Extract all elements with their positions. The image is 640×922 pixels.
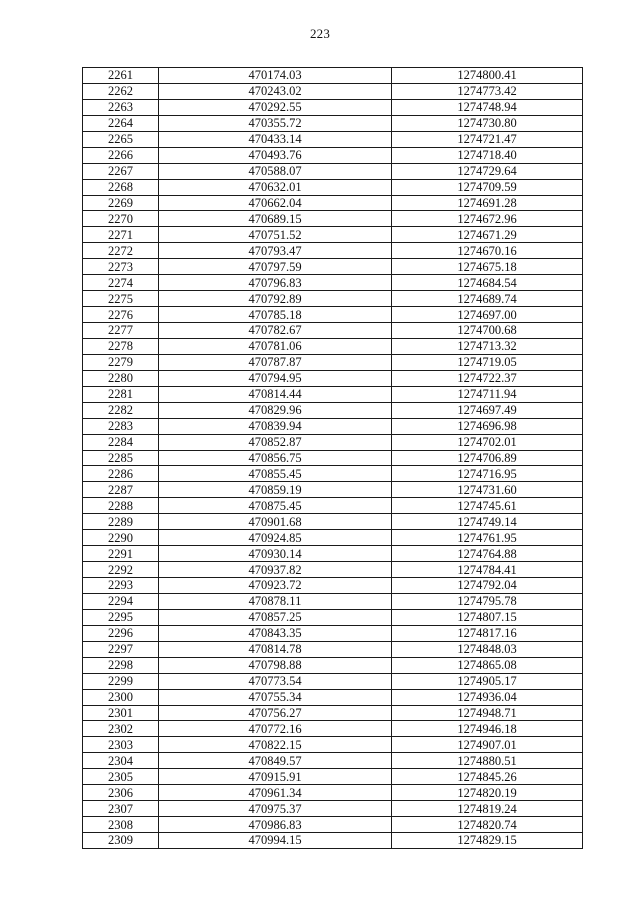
table-row bbox=[83, 721, 583, 737]
x-coordinate-cell: 470782.67 bbox=[159, 323, 392, 339]
table-row bbox=[83, 769, 583, 785]
table-row bbox=[83, 147, 583, 163]
table-row bbox=[83, 195, 583, 211]
point-number-cell: 2303 bbox=[83, 737, 159, 753]
y-coordinate-cell: 1274700.68 bbox=[392, 323, 583, 339]
table-row bbox=[83, 530, 583, 546]
table-row bbox=[83, 338, 583, 354]
coordinate-table bbox=[82, 67, 583, 849]
table-row bbox=[83, 657, 583, 673]
point-number-cell: 2301 bbox=[83, 705, 159, 721]
x-coordinate-cell: 470930.14 bbox=[159, 546, 392, 562]
y-coordinate-cell: 1274905.17 bbox=[392, 673, 583, 689]
table-row bbox=[83, 99, 583, 115]
x-coordinate-cell: 470792.89 bbox=[159, 291, 392, 307]
point-number-cell: 2288 bbox=[83, 498, 159, 514]
table-row bbox=[83, 211, 583, 227]
x-coordinate-cell: 470793.47 bbox=[159, 243, 392, 259]
y-coordinate-cell: 1274784.41 bbox=[392, 562, 583, 578]
point-number-cell: 2307 bbox=[83, 801, 159, 817]
x-coordinate-cell: 470852.87 bbox=[159, 434, 392, 450]
point-number-cell: 2281 bbox=[83, 386, 159, 402]
x-coordinate-cell: 470794.95 bbox=[159, 370, 392, 386]
table-row bbox=[83, 801, 583, 817]
x-coordinate-cell: 470915.91 bbox=[159, 769, 392, 785]
x-coordinate-cell: 470843.35 bbox=[159, 625, 392, 641]
y-coordinate-cell: 1274773.42 bbox=[392, 83, 583, 99]
table-row bbox=[83, 625, 583, 641]
y-coordinate-cell: 1274948.71 bbox=[392, 705, 583, 721]
table-row bbox=[83, 705, 583, 721]
y-coordinate-cell: 1274711.94 bbox=[392, 386, 583, 402]
table-row bbox=[83, 131, 583, 147]
y-coordinate-cell: 1274702.01 bbox=[392, 434, 583, 450]
table-row bbox=[83, 817, 583, 833]
point-number-cell: 2271 bbox=[83, 227, 159, 243]
x-coordinate-cell: 470986.83 bbox=[159, 817, 392, 833]
page-number: 223 bbox=[309, 26, 331, 41]
x-coordinate-cell: 470859.19 bbox=[159, 482, 392, 498]
point-number-cell: 2298 bbox=[83, 657, 159, 673]
table-row bbox=[83, 163, 583, 179]
point-number-cell: 2277 bbox=[83, 323, 159, 339]
y-coordinate-cell: 1274764.88 bbox=[392, 546, 583, 562]
point-number-cell: 2262 bbox=[83, 83, 159, 99]
y-coordinate-cell: 1274697.49 bbox=[392, 402, 583, 418]
y-coordinate-cell: 1274817.16 bbox=[392, 625, 583, 641]
x-coordinate-cell: 470856.75 bbox=[159, 450, 392, 466]
point-number-cell: 2291 bbox=[83, 546, 159, 562]
y-coordinate-cell: 1274730.80 bbox=[392, 115, 583, 131]
x-coordinate-cell: 470814.44 bbox=[159, 386, 392, 402]
table-row bbox=[83, 593, 583, 609]
point-number-cell: 2268 bbox=[83, 179, 159, 195]
point-number-cell: 2276 bbox=[83, 307, 159, 323]
table-row bbox=[83, 68, 583, 84]
y-coordinate-cell: 1274807.15 bbox=[392, 609, 583, 625]
x-coordinate-cell: 470814.78 bbox=[159, 641, 392, 657]
x-coordinate-cell: 470174.03 bbox=[159, 68, 392, 84]
x-coordinate-cell: 470292.55 bbox=[159, 99, 392, 115]
y-coordinate-cell: 1274761.95 bbox=[392, 530, 583, 546]
y-coordinate-cell: 1274672.96 bbox=[392, 211, 583, 227]
coordinate-table-body bbox=[83, 68, 583, 849]
y-coordinate-cell: 1274865.08 bbox=[392, 657, 583, 673]
x-coordinate-cell: 470662.04 bbox=[159, 195, 392, 211]
point-number-cell: 2304 bbox=[83, 753, 159, 769]
y-coordinate-cell: 1274718.40 bbox=[392, 147, 583, 163]
point-number-cell: 2280 bbox=[83, 370, 159, 386]
point-number-cell: 2261 bbox=[83, 68, 159, 84]
x-coordinate-cell: 470756.27 bbox=[159, 705, 392, 721]
point-number-cell: 2265 bbox=[83, 131, 159, 147]
y-coordinate-cell: 1274792.04 bbox=[392, 578, 583, 594]
point-number-cell: 2273 bbox=[83, 259, 159, 275]
x-coordinate-cell: 470588.07 bbox=[159, 163, 392, 179]
point-number-cell: 2292 bbox=[83, 562, 159, 578]
x-coordinate-cell: 470924.85 bbox=[159, 530, 392, 546]
y-coordinate-cell: 1274721.47 bbox=[392, 131, 583, 147]
table-row bbox=[83, 83, 583, 99]
point-number-cell: 2294 bbox=[83, 593, 159, 609]
y-coordinate-cell: 1274706.89 bbox=[392, 450, 583, 466]
point-number-cell: 2275 bbox=[83, 291, 159, 307]
y-coordinate-cell: 1274722.37 bbox=[392, 370, 583, 386]
table-row bbox=[83, 402, 583, 418]
point-number-cell: 2264 bbox=[83, 115, 159, 131]
table-row bbox=[83, 275, 583, 291]
y-coordinate-cell: 1274829.15 bbox=[392, 833, 583, 849]
x-coordinate-cell: 470632.01 bbox=[159, 179, 392, 195]
point-number-cell: 2297 bbox=[83, 641, 159, 657]
y-coordinate-cell: 1274819.24 bbox=[392, 801, 583, 817]
x-coordinate-cell: 470773.54 bbox=[159, 673, 392, 689]
table-row bbox=[83, 179, 583, 195]
y-coordinate-cell: 1274729.64 bbox=[392, 163, 583, 179]
y-coordinate-cell: 1274697.00 bbox=[392, 307, 583, 323]
point-number-cell: 2296 bbox=[83, 625, 159, 641]
x-coordinate-cell: 470822.15 bbox=[159, 737, 392, 753]
point-number-cell: 2284 bbox=[83, 434, 159, 450]
y-coordinate-cell: 1274689.74 bbox=[392, 291, 583, 307]
table-row bbox=[83, 418, 583, 434]
y-coordinate-cell: 1274845.26 bbox=[392, 769, 583, 785]
x-coordinate-cell: 470994.15 bbox=[159, 833, 392, 849]
table-row bbox=[83, 386, 583, 402]
point-number-cell: 2293 bbox=[83, 578, 159, 594]
y-coordinate-cell: 1274719.05 bbox=[392, 354, 583, 370]
x-coordinate-cell: 470875.45 bbox=[159, 498, 392, 514]
point-number-cell: 2290 bbox=[83, 530, 159, 546]
y-coordinate-cell: 1274713.32 bbox=[392, 338, 583, 354]
x-coordinate-cell: 470857.25 bbox=[159, 609, 392, 625]
y-coordinate-cell: 1274820.19 bbox=[392, 785, 583, 801]
table-row bbox=[83, 514, 583, 530]
x-coordinate-cell: 470755.34 bbox=[159, 689, 392, 705]
point-number-cell: 2272 bbox=[83, 243, 159, 259]
x-coordinate-cell: 470433.14 bbox=[159, 131, 392, 147]
y-coordinate-cell: 1274684.54 bbox=[392, 275, 583, 291]
x-coordinate-cell: 470243.02 bbox=[159, 83, 392, 99]
y-coordinate-cell: 1274848.03 bbox=[392, 641, 583, 657]
point-number-cell: 2269 bbox=[83, 195, 159, 211]
table-row bbox=[83, 689, 583, 705]
y-coordinate-cell: 1274907.01 bbox=[392, 737, 583, 753]
table-row bbox=[83, 227, 583, 243]
table-row bbox=[83, 641, 583, 657]
y-coordinate-cell: 1274671.29 bbox=[392, 227, 583, 243]
point-number-cell: 2267 bbox=[83, 163, 159, 179]
table-row bbox=[83, 370, 583, 386]
x-coordinate-cell: 470689.15 bbox=[159, 211, 392, 227]
y-coordinate-cell: 1274880.51 bbox=[392, 753, 583, 769]
y-coordinate-cell: 1274946.18 bbox=[392, 721, 583, 737]
y-coordinate-cell: 1274800.41 bbox=[392, 68, 583, 84]
x-coordinate-cell: 470785.18 bbox=[159, 307, 392, 323]
x-coordinate-cell: 470855.45 bbox=[159, 466, 392, 482]
y-coordinate-cell: 1274716.95 bbox=[392, 466, 583, 482]
point-number-cell: 2309 bbox=[83, 833, 159, 849]
y-coordinate-cell: 1274670.16 bbox=[392, 243, 583, 259]
x-coordinate-cell: 470751.52 bbox=[159, 227, 392, 243]
point-number-cell: 2306 bbox=[83, 785, 159, 801]
point-number-cell: 2300 bbox=[83, 689, 159, 705]
x-coordinate-cell: 470923.72 bbox=[159, 578, 392, 594]
table-row bbox=[83, 498, 583, 514]
x-coordinate-cell: 470829.96 bbox=[159, 402, 392, 418]
point-number-cell: 2305 bbox=[83, 769, 159, 785]
y-coordinate-cell: 1274795.78 bbox=[392, 593, 583, 609]
point-number-cell: 2270 bbox=[83, 211, 159, 227]
table-row bbox=[83, 785, 583, 801]
x-coordinate-cell: 470937.82 bbox=[159, 562, 392, 578]
table-row bbox=[83, 546, 583, 562]
table-row bbox=[83, 482, 583, 498]
point-number-cell: 2295 bbox=[83, 609, 159, 625]
x-coordinate-cell: 470797.59 bbox=[159, 259, 392, 275]
point-number-cell: 2279 bbox=[83, 354, 159, 370]
y-coordinate-cell: 1274936.04 bbox=[392, 689, 583, 705]
y-coordinate-cell: 1274749.14 bbox=[392, 514, 583, 530]
y-coordinate-cell: 1274709.59 bbox=[392, 179, 583, 195]
table-row bbox=[83, 609, 583, 625]
table-row bbox=[83, 323, 583, 339]
x-coordinate-cell: 470961.34 bbox=[159, 785, 392, 801]
y-coordinate-cell: 1274731.60 bbox=[392, 482, 583, 498]
table-row bbox=[83, 450, 583, 466]
y-coordinate-cell: 1274696.98 bbox=[392, 418, 583, 434]
point-number-cell: 2299 bbox=[83, 673, 159, 689]
table-row bbox=[83, 307, 583, 323]
x-coordinate-cell: 470796.83 bbox=[159, 275, 392, 291]
x-coordinate-cell: 470355.72 bbox=[159, 115, 392, 131]
x-coordinate-cell: 470878.11 bbox=[159, 593, 392, 609]
x-coordinate-cell: 470839.94 bbox=[159, 418, 392, 434]
y-coordinate-cell: 1274745.61 bbox=[392, 498, 583, 514]
table-row bbox=[83, 354, 583, 370]
table-row bbox=[83, 562, 583, 578]
x-coordinate-cell: 470849.57 bbox=[159, 753, 392, 769]
table-row bbox=[83, 833, 583, 849]
table-row bbox=[83, 753, 583, 769]
table-row bbox=[83, 243, 583, 259]
x-coordinate-cell: 470798.88 bbox=[159, 657, 392, 673]
x-coordinate-cell: 470781.06 bbox=[159, 338, 392, 354]
point-number-cell: 2283 bbox=[83, 418, 159, 434]
y-coordinate-cell: 1274748.94 bbox=[392, 99, 583, 115]
point-number-cell: 2263 bbox=[83, 99, 159, 115]
table-row bbox=[83, 673, 583, 689]
point-number-cell: 2274 bbox=[83, 275, 159, 291]
x-coordinate-cell: 470493.76 bbox=[159, 147, 392, 163]
y-coordinate-cell: 1274820.74 bbox=[392, 817, 583, 833]
table-row bbox=[83, 466, 583, 482]
point-number-cell: 2302 bbox=[83, 721, 159, 737]
x-coordinate-cell: 470901.68 bbox=[159, 514, 392, 530]
x-coordinate-cell: 470975.37 bbox=[159, 801, 392, 817]
point-number-cell: 2287 bbox=[83, 482, 159, 498]
table-row bbox=[83, 578, 583, 594]
table-row bbox=[83, 115, 583, 131]
y-coordinate-cell: 1274691.28 bbox=[392, 195, 583, 211]
table-row bbox=[83, 259, 583, 275]
y-coordinate-cell: 1274675.18 bbox=[392, 259, 583, 275]
point-number-cell: 2282 bbox=[83, 402, 159, 418]
table-row bbox=[83, 291, 583, 307]
point-number-cell: 2278 bbox=[83, 338, 159, 354]
x-coordinate-cell: 470787.87 bbox=[159, 354, 392, 370]
point-number-cell: 2285 bbox=[83, 450, 159, 466]
table-row bbox=[83, 737, 583, 753]
point-number-cell: 2266 bbox=[83, 147, 159, 163]
point-number-cell: 2308 bbox=[83, 817, 159, 833]
point-number-cell: 2289 bbox=[83, 514, 159, 530]
x-coordinate-cell: 470772.16 bbox=[159, 721, 392, 737]
point-number-cell: 2286 bbox=[83, 466, 159, 482]
table-row bbox=[83, 434, 583, 450]
